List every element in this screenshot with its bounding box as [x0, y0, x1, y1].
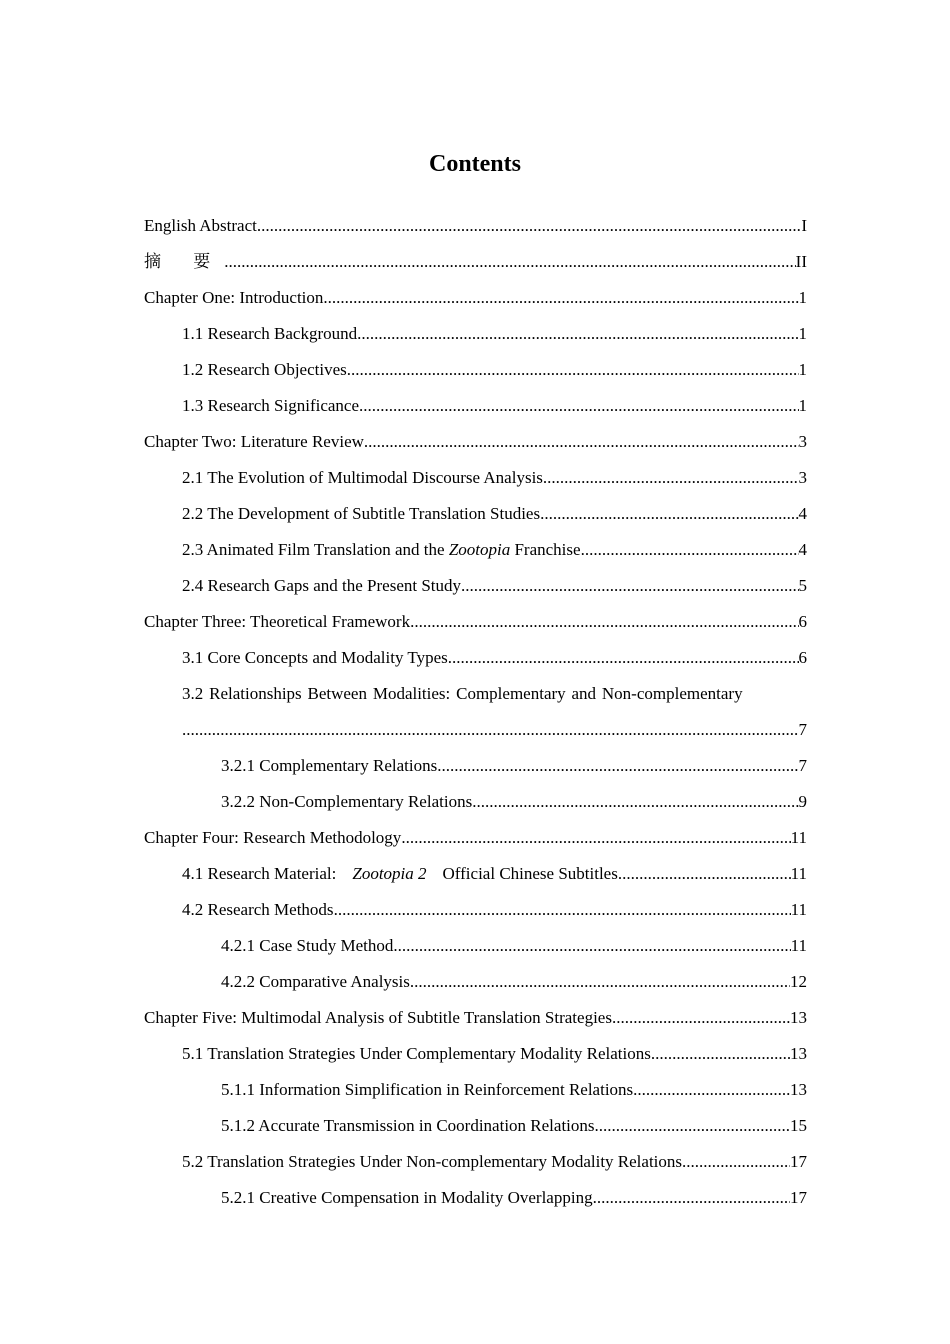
toc-label-text: Official Chinese Subtitles: [442, 864, 618, 883]
toc-label-text: Franchise: [510, 540, 581, 559]
toc-entry-5-1-2[interactable]: [144, 1108, 807, 1144]
toc-leader-dots: [437, 748, 798, 784]
toc-leader-dots: [461, 568, 798, 604]
toc-entry-4-2[interactable]: [144, 892, 807, 928]
toc-leader-dots: [401, 820, 790, 856]
toc-entry-label: 3.2.2 Non-Complementary Relations: [221, 792, 473, 811]
toc-page-number: 7: [798, 756, 807, 775]
toc-entry-2-2[interactable]: [144, 496, 807, 532]
toc-entry-3-2-1[interactable]: [144, 748, 807, 784]
toc-page-number: 13: [790, 1044, 807, 1063]
toc-page-number: 7: [798, 720, 807, 739]
toc-page-number: 12: [790, 972, 807, 991]
toc-entry-label: 2.4 Research Gaps and the Present Study: [182, 576, 462, 595]
toc-entry-3-2-2[interactable]: [144, 784, 807, 820]
toc-leader-dots: [364, 424, 799, 460]
toc-entry-4-1[interactable]: [144, 856, 807, 892]
toc-entry-2-4[interactable]: [144, 568, 807, 604]
toc-entry-label: Chapter One: Introduction: [144, 288, 324, 307]
toc-leader-dots: [618, 856, 791, 892]
toc-entry-label: Chapter Three: Theoretical Framework: [144, 612, 411, 631]
toc-page-number: 1: [798, 324, 807, 343]
toc-label-text: 4.1 Research Material:: [182, 864, 337, 883]
toc-entry-1-3[interactable]: [144, 388, 807, 424]
toc-entry-label: 5.1 Translation Strategies Under Complementary Modality Relations: [182, 1044, 651, 1063]
toc-page-number: 3: [798, 432, 807, 451]
toc-page-number: 15: [790, 1116, 807, 1135]
toc-label-text: 2.3 Animated Film Translation and the: [182, 540, 449, 559]
toc-entry-label: 5.2 Translation Strategies Under Non-complementary Modality Relations.: [182, 1152, 687, 1171]
toc-entry-label: 2.1 The Evolution of Multimodal Discourse Analysis: [182, 468, 543, 487]
toc-entry-label: 4.2.2 Comparative Analysis: [221, 972, 410, 991]
toc-entry-label: 1.3 Research Significance: [182, 396, 360, 415]
toc-entry-chapter-one[interactable]: [144, 280, 807, 316]
toc-leader-dots: [540, 496, 798, 532]
toc-leader-dots: [323, 280, 798, 316]
toc-page-number: 13: [790, 1080, 807, 1099]
toc-page-number: 11: [790, 936, 807, 955]
page-title: Contents: [428, 151, 521, 177]
toc-page-number: 6: [798, 648, 807, 667]
toc-leader-dots: [595, 1108, 790, 1144]
toc-entry-english-abstract[interactable]: [144, 208, 807, 244]
toc-entry-label: 5.1.1 Information Simplification in Reinforcement Relations: [221, 1080, 634, 1099]
toc-page-number: 3: [798, 468, 807, 487]
table-of-contents: [144, 208, 807, 1216]
toc-label-italic: Zootopia: [448, 540, 511, 559]
toc-leader-dots: [224, 244, 795, 280]
toc-page-number: 1: [798, 396, 807, 415]
toc-page-number: 13: [790, 1008, 807, 1027]
toc-leader-dots: [448, 640, 799, 676]
toc-entry-4-2-2[interactable]: [144, 964, 807, 1000]
toc-leader-dots: [257, 208, 801, 244]
toc-entry-label: 5.2.1 Creative Compensation in Modality Overlapping: [221, 1188, 593, 1207]
toc-page-number: 1: [798, 360, 807, 379]
toc-entry-label: [182, 532, 581, 568]
toc-entry-label: 1.2 Research Objectives: [182, 360, 347, 379]
toc-entry-5-2-1[interactable]: [144, 1180, 807, 1216]
toc-leader-dots: [182, 712, 799, 748]
toc-entry-label: 2.2 The Development of Subtitle Translation Studies: [182, 504, 541, 523]
toc-entry-label: 3.2.1 Complementary Relations: [221, 756, 438, 775]
toc-entry-3-2-continuation[interactable]: [144, 712, 807, 748]
toc-leader-dots: [347, 352, 799, 388]
toc-page-number: 11: [790, 828, 807, 847]
toc-page-number: 11: [790, 864, 807, 883]
toc-entry-3-2[interactable]: [144, 676, 807, 712]
toc-entry-1-2[interactable]: [144, 352, 807, 388]
toc-entry-chapter-two[interactable]: [144, 424, 807, 460]
toc-page-number: II: [795, 252, 807, 271]
toc-entry-2-1[interactable]: [144, 460, 807, 496]
toc-entry-label: 3.2 Relationships Between Modalities: Complementary and Non-complementary: [182, 684, 743, 703]
toc-entry-label: 4.2.1 Case Study Method: [221, 936, 394, 955]
toc-entry-label: English Abstract: [144, 216, 257, 235]
toc-entry-3-1[interactable]: [144, 640, 807, 676]
toc-entry-label: Chapter Two: Literature Review: [144, 432, 364, 451]
toc-leader-dots: [334, 892, 791, 928]
toc-page-number: 5: [798, 576, 807, 595]
toc-page-number: 17: [790, 1152, 807, 1171]
toc-leader-dots: [612, 1000, 790, 1036]
toc-entry-chapter-four[interactable]: [144, 820, 807, 856]
toc-entry-label: Chapter Five: Multimodal Analysis of Subtitle Translation Strategies: [144, 1008, 612, 1027]
toc-leader-dots: [357, 316, 798, 352]
toc-page-number: 9: [798, 792, 807, 811]
toc-page-number: 11: [790, 900, 807, 919]
toc-leader-dots: [543, 460, 799, 496]
toc-entry-label: 4.2 Research Methods: [182, 900, 334, 919]
toc-entry-label: [182, 856, 618, 892]
toc-leader-dots: [633, 1072, 790, 1108]
toc-entry-chapter-five[interactable]: [144, 1000, 807, 1036]
toc-entry-label: 5.1.2 Accurate Transmission in Coordination Relations: [221, 1116, 595, 1135]
toc-page-number: 17: [790, 1188, 807, 1207]
toc-page-number: 4: [798, 540, 807, 559]
toc-entry-4-2-1[interactable]: [144, 928, 807, 964]
toc-leader-dots: [651, 1036, 790, 1072]
toc-entry-label: 1.1 Research Background: [182, 324, 358, 343]
toc-page-number: 1: [798, 288, 807, 307]
toc-label-italic: Zootopia 2: [352, 864, 427, 883]
toc-leader-dots: [472, 784, 798, 820]
toc-entry-5-2[interactable]: [144, 1144, 807, 1180]
toc-leader-dots: [393, 928, 790, 964]
toc-entry-1-1[interactable]: [144, 316, 807, 352]
toc-page-number: 4: [798, 504, 807, 523]
toc-entry-5-1-1[interactable]: [144, 1072, 807, 1108]
toc-entry-chinese-abstract[interactable]: [144, 244, 807, 280]
toc-page-number: 6: [798, 612, 807, 631]
toc-entry-label: 3.1 Core Concepts and Modality Types: [182, 648, 448, 667]
toc-entry-chapter-three[interactable]: [144, 604, 807, 640]
toc-leader-dots: [359, 388, 798, 424]
toc-entry-label: 摘 要: [144, 252, 225, 271]
toc-leader-dots: [593, 1180, 790, 1216]
toc-leader-dots: [581, 532, 799, 568]
toc-entry-2-3[interactable]: [144, 532, 807, 568]
toc-leader-dots: [410, 964, 790, 1000]
toc-leader-dots: [686, 1144, 790, 1180]
toc-entry-label: Chapter Four: Research Methodology: [144, 828, 402, 847]
toc-leader-dots: [410, 604, 798, 640]
toc-page-number: I: [801, 216, 807, 235]
toc-entry-5-1[interactable]: [144, 1036, 807, 1072]
